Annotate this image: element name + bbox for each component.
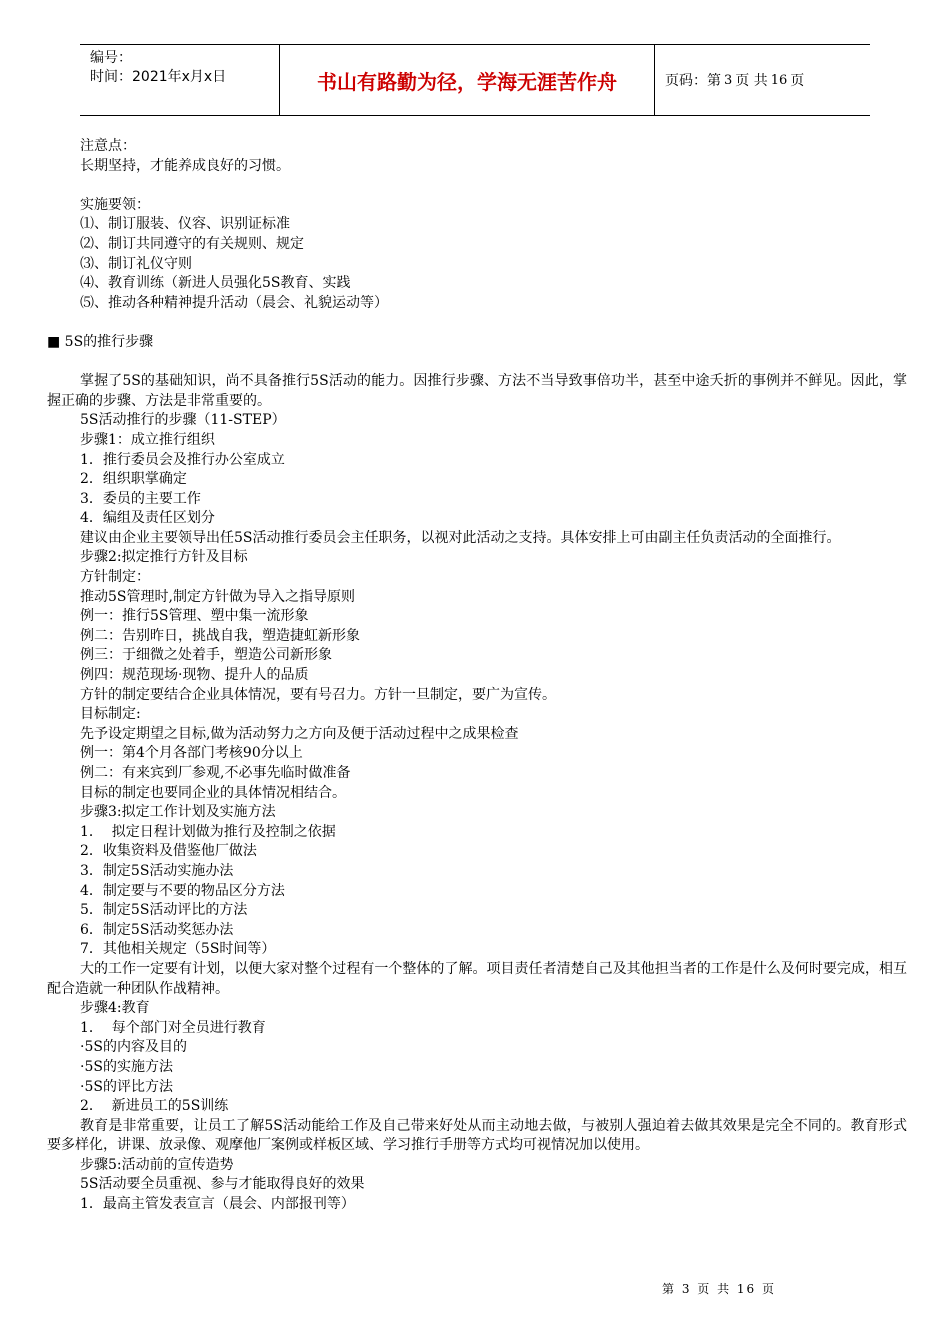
text-line: ·5S的评比方法 (80, 1078, 173, 1095)
text-line: 推动5S管理时,制定方针做为导入之指导原则 (80, 588, 355, 605)
blank-line (47, 353, 907, 373)
header-page-cell (655, 45, 870, 115)
text-line: 2． 新进员工的5S训练 (80, 1098, 229, 1115)
paragraph: 掌握了5S的基础知识，尚不具备推行5S活动的能力。因推行步骤、方法不当导致事倍功半，甚至中途夭折的事例并不鲜见。因此，掌握正确的步骤、方法是非常重要的。 (47, 373, 907, 409)
header-page-number: 3 (724, 72, 733, 88)
text-line: ⑴、制订服装、仪容、识别证标准 (80, 216, 290, 233)
text-line: 1． 每个部门对全员进行教育 (80, 1019, 266, 1036)
header-time-label: 时间：2021年x月x日 (90, 69, 227, 85)
text-line: 目标制定: (80, 706, 141, 723)
text-line: 例四：规范现场·现物、提升人的品质 (80, 667, 309, 684)
text-line: 4．制定要与不要的物品区分方法 (80, 882, 285, 899)
text-line: ⑷、教育训练（新进人员强化5S教育、实践 (80, 275, 351, 292)
text-line: 5．制定5S活动评比的方法 (80, 902, 248, 919)
header-page-label: 页码：第 (665, 73, 721, 89)
text-line: 1． 拟定日程计划做为推行及控制之依据 (80, 823, 336, 840)
text-line: 2．收集资料及借鉴他厂做法 (80, 843, 257, 860)
text-line: 例三：于细微之处着手，塑造公司新形象 (80, 647, 332, 664)
header-motto: 书山有路勤为径，学海无涯苦作舟 (280, 45, 655, 115)
text-line: 例一：第4个月各部门考核90分以上 (80, 745, 303, 762)
text-line: ⑵、制订共同遵守的有关规则、规定 (80, 235, 304, 252)
paragraph: 建议由企业主要领导出任5S活动推行委员会主任职务，以视对此活动之支持。具体安排上可由副主任负责活动的全面推行。 (80, 529, 841, 546)
header-page-total: 16 (770, 72, 788, 88)
header-page-mid: 页 共 (735, 73, 768, 89)
page-header (80, 44, 870, 116)
header-number-label: 编号： (90, 50, 132, 66)
text-line: 例二：告别昨日，挑战自我，塑造捷虹新形象 (80, 627, 360, 644)
text-line: 3．委员的主要工作 (80, 490, 201, 507)
paragraph: 教育是非常重要，让员工了解5S活动能给工作及自己带来好处从而主动地去做，与被别人强迫着去做其效果是完全不同的。教育形式要多样化，讲课、放录像、观摩他厂案例或样板区域、学习推行手册等方式均可视情况加以使用。 (47, 1117, 907, 1154)
text-line: 实施要领： (80, 196, 150, 213)
text-line: 步骤1：成立推行组织 (80, 431, 215, 448)
text-line: 7．其他相关规定（5S时间等） (80, 941, 276, 958)
text-line: 5S活动要全员重视、参与才能取得良好的效果 (80, 1176, 365, 1193)
text-line: 方针的制定要结合企业具体情况，要有号召力。方针一旦制定，要广为宣传。 (80, 686, 556, 703)
text-line: 1．推行委员会及推行办公室成立 (80, 451, 285, 468)
text-line: 2．组织职掌确定 (80, 471, 187, 488)
text-line: 注意点： (80, 138, 136, 154)
text-line: 方针制定： (80, 569, 150, 586)
text-line: ⑶、制订礼仪守则 (80, 255, 192, 272)
text-line: 3．制定5S活动实施办法 (80, 862, 234, 879)
text-line: 步骤3:拟定工作计划及实施方法 (80, 804, 276, 821)
blank-line (47, 176, 907, 196)
paragraph: 大的工作一定要有计划，以便大家对整个过程有一个整体的了解。项目责任者清楚自己及其他担当者的工作是什么及何时要完成，相互配合造就一种团队作战精神。 (47, 960, 907, 997)
text-line: 长期坚持，才能养成良好的习惯。 (80, 157, 290, 174)
text-line: 5S活动推行的步骤（11-STEP） (80, 412, 286, 429)
blank-line (47, 313, 907, 333)
text-line: ·5S的内容及目的 (80, 1039, 187, 1056)
header-info-cell (80, 45, 280, 115)
text-line: 目标的制定也要同企业的具体情况相结合。 (80, 784, 346, 801)
text-line: 例一：推行5S管理、塑中集一流形象 (80, 608, 309, 625)
text-line: 步骤5:活动前的宣传造势 (80, 1156, 234, 1173)
text-line: 步骤2:拟定推行方针及目标 (80, 549, 248, 566)
document-body (47, 137, 907, 1215)
text-line: 先予设定期望之目标,做为活动努力之方向及便于活动过程中之成果检查 (80, 725, 519, 742)
text-line: 4．编组及责任区划分 (80, 510, 215, 527)
text-line: 6．制定5S活动奖惩办法 (80, 921, 234, 938)
text-line: 例二：有来宾到厂参观,不必事先临时做准备 (80, 765, 351, 781)
text-line: ·5S的实施方法 (80, 1058, 173, 1075)
text-line: 1．最高主管发表宣言（晨会、内部报刊等） (80, 1196, 355, 1213)
header-page-end: 页 (790, 73, 805, 89)
section-heading: ■ 5S的推行步骤 (47, 333, 154, 350)
text-line: ⑸、推动各种精神提升活动（晨会、礼貌运动等） (80, 294, 388, 311)
page-footer: 第 3 页 共 16 页 (662, 1282, 776, 1296)
text-line: 步骤4:教育 (80, 1000, 150, 1017)
